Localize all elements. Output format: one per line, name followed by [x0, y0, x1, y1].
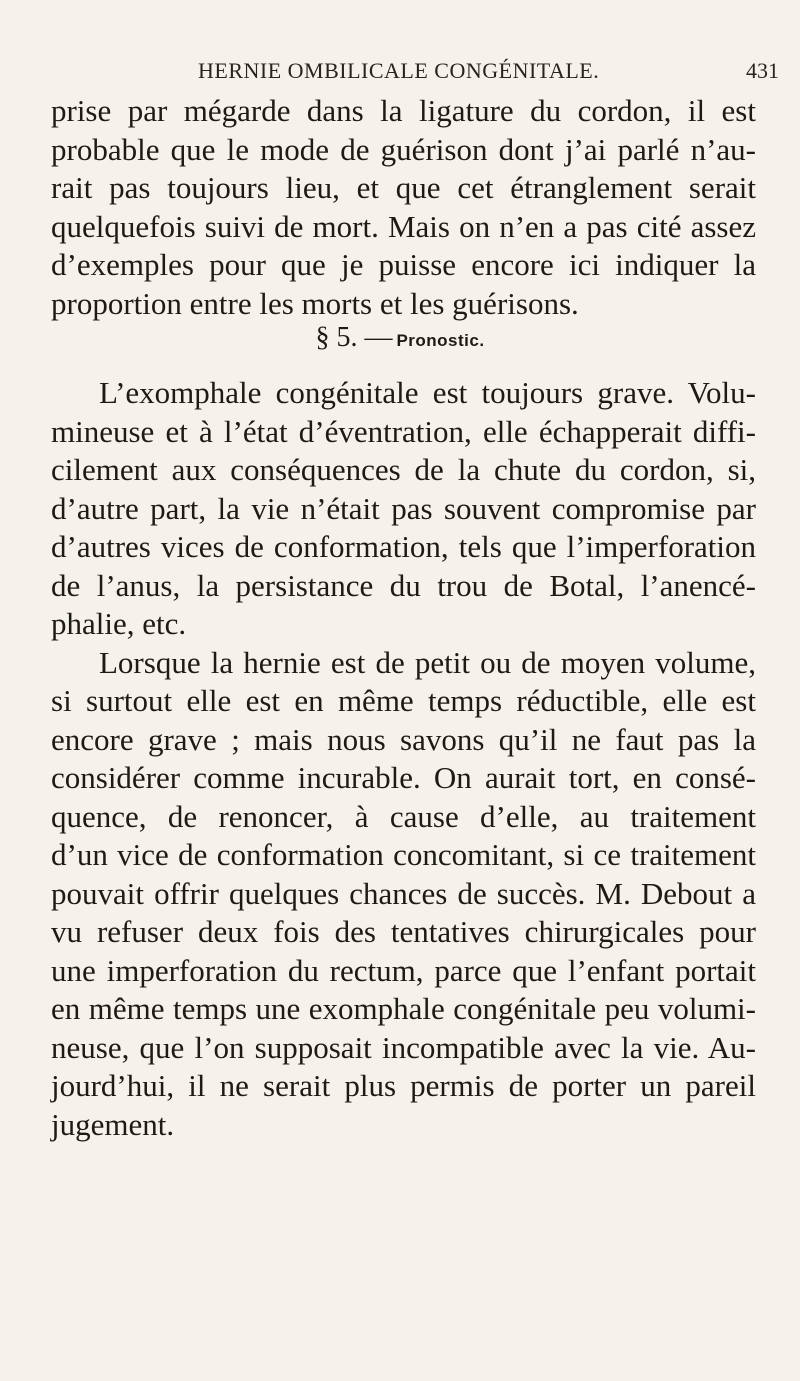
text-line: en même temps une exomphale congénitale peu volumi- [51, 991, 756, 1026]
section-heading [0, 322, 800, 354]
section-body [51, 374, 756, 1144]
paragraph-2 [51, 644, 756, 1145]
text-line: encore grave ; mais nous savons qu’il ne faut pas la [51, 721, 756, 757]
section-title: Pronostic. [396, 331, 485, 350]
text-line: d’autre part, la vie n’était pas souvent compromise par [51, 490, 756, 526]
text-line: neuse, que l’on supposait incompatible avec la vie. Au- [51, 1029, 756, 1065]
continued-paragraph [51, 92, 756, 323]
text-line: prise par mégarde dans la ligature du cordon, il est [51, 93, 756, 128]
text-line: proportion entre les morts et les guérisons. [51, 285, 579, 321]
page-number: 431 [746, 58, 779, 83]
text-line: jourd’hui, il ne serait plus permis de porter un pareil [51, 1068, 756, 1103]
text-line: phalie, etc. [51, 606, 187, 641]
text-line: jugement. [51, 1106, 175, 1142]
section-number: § 5. — [315, 322, 393, 353]
text-line: L’exomphale congénitale est toujours grave. Volu- [99, 375, 756, 410]
text-line: d’exemples pour que je puisse encore ici indiquer la [51, 247, 756, 282]
text-line: Lorsque la hernie est de petit ou de moyen volume, [99, 644, 756, 680]
text-line: probable que le mode de guérison dont j’ai parlé n’au- [51, 131, 756, 167]
text-line: si surtout elle est en même temps réductible, elle est [51, 683, 756, 718]
text-line: pouvait offrir quelques chances de succès. M. Debout a [51, 875, 756, 911]
text-line: quelquefois suivi de mort. Mais on n’en a pas cité assez [51, 208, 756, 244]
text-line: d’un vice de conformation concomitant, si ce traitement [51, 837, 756, 872]
text-line: une imperforation du rectum, parce que l’enfant portait [51, 952, 756, 988]
text-line: quence, de renoncer, à cause d’elle, au traitement [51, 798, 756, 834]
text-line: vu refuser deux fois des tentatives chirurgicales pour [51, 914, 756, 949]
text-line: cilement aux conséquences de la chute du cordon, si, [51, 452, 756, 487]
text-line: considérer comme incurable. On aurait tort, en consé- [51, 760, 756, 795]
text-line: rait pas toujours lieu, et que cet étranglement serait [51, 170, 756, 205]
text-line: de l’anus, la persistance du trou de Botal, l’anencé- [51, 567, 756, 603]
running-head: HERNIE OMBILICALE CONGÉNITALE. [198, 58, 600, 83]
text-line: mineuse et à l’état d’éventration, elle échapperait diffi- [51, 413, 756, 449]
paragraph-1 [51, 374, 756, 644]
text-line: d’autres vices de conformation, tels que l’imperforation [51, 529, 756, 564]
